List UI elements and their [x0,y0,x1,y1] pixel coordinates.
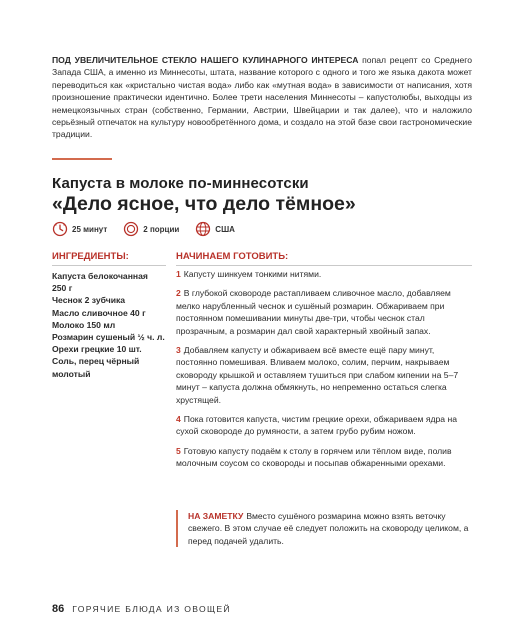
step-number: 4 [176,414,181,425]
steps-list [176,268,472,477]
section-title: ГОРЯЧИЕ БЛЮДА ИЗ ОВОЩЕЙ [72,604,231,614]
intro-paragraph [52,54,472,141]
meta-time [52,221,107,237]
recipe-meta [52,221,251,237]
clock-icon [52,221,68,237]
steps-heading: НАЧИНАЕМ ГОТОВИТЬ: [176,251,289,262]
decorative-rule [52,158,112,160]
step-item [176,344,472,406]
ingredient-item: Молоко 150 мл [52,319,116,330]
step-item [176,287,472,337]
step-number: 3 [176,345,181,356]
meta-portions-label: 2 порции [143,224,180,234]
recipe-title: Капуста в молоке по-миннесотски [52,175,309,192]
intro-text: попал рецепт со Среднего Запада США, а именно из Миннесоты, штата, название которого с одного и того же языка дакота может переводиться как «кристально чистая вода» либо как «мутная вода» в зависимости от написания, хотя произношение практически идентично. Более трети населения Миннесоты – капустолюбы, выходцы из немецкоязычных стран (собственно, Германии, Австрии, Швейцарии и так далее), что и наложило серьёзный отпечаток на культуру новообретённого дома, и создало на этой базе свои гастрономические традиции. [52,55,472,140]
tip-box [176,510,478,547]
step-text: Готовую капусту подаём к столу в горячем или тёплом виде, полив молочным соусом со сковороды и посыпав обжаренными орехами. [176,445,452,469]
ingredient-item: 250 г [52,283,73,294]
ingredient-item: Розмарин сушеный ½ ч. л. [52,332,165,343]
step-item [176,445,472,470]
tip-text: Вместо сушёного розмарина можно взять веточку свежего. В этом случае её следует положить на сковороду целиком, а перед подачей удалить. [188,511,469,546]
step-number: 1 [176,269,181,279]
step-text: В глубокой сковороде растапливаем сливочное масло, добавляем мелко нарубленный чеснок и сушёный розмарин. Обжариваем при постоянном помешивании минуты две-три, чтобы чеснок стал прозрачным, а розмарин дал свой характерный хвойный запах. [176,288,451,336]
tip-label: НА ЗАМЕТКУ [188,511,244,521]
ingredient-item: Орехи грецкие 10 шт. [52,344,142,355]
meta-country [195,221,235,237]
ingredients-list [52,270,170,380]
ingredients-divider [52,265,166,266]
plate-icon [123,221,139,237]
step-number: 5 [176,445,181,456]
ingredient-item: молотый [52,368,91,379]
recipe-subtitle: «Дело ясное, что дело тёмное» [52,193,356,215]
step-item [176,413,472,438]
step-item [176,268,472,280]
meta-time-label: 25 минут [72,224,108,234]
steps-divider [176,265,472,266]
ingredients-heading: ИНГРЕДИЕНТЫ: [52,251,129,262]
ingredient-item: Капуста белокочанная [52,271,148,281]
step-text: Пока готовится капуста, чистим грецкие орехи, обжариваем ядра на сухой сковороде до румяности, а затем грубо рубим ножом. [176,414,457,437]
meta-portions [123,221,179,237]
step-number: 2 [176,288,181,299]
step-text: Капусту шинкуем тонкими нитями. [183,269,322,279]
ingredient-item: Масло сливочное 40 г [52,307,146,318]
meta-country-label: США [215,224,235,234]
intro-lead: ПОД УВЕЛИЧИТЕЛЬНОЕ СТЕКЛО НАШЕГО КУЛИНАРНОГО ИНТЕРЕСА [52,55,359,65]
ingredient-item: Чеснок 2 зубчика [52,295,126,306]
page-footer [52,603,231,615]
ingredient-item: Соль, перец чёрный [52,356,140,367]
page-number: 86 [52,603,65,615]
globe-icon [195,221,211,237]
step-text: Добавляем капусту и обжариваем всё вместе ещё пару минут, постоянно помешивая. Вливаем молоко, солим, перчим, накрываем сковороду крышкой и оставляем тушиться при слабом кипении на 5–7 минут – капуста должна обмякнуть, но непременно остаться слегка хрустящей. [176,345,459,405]
